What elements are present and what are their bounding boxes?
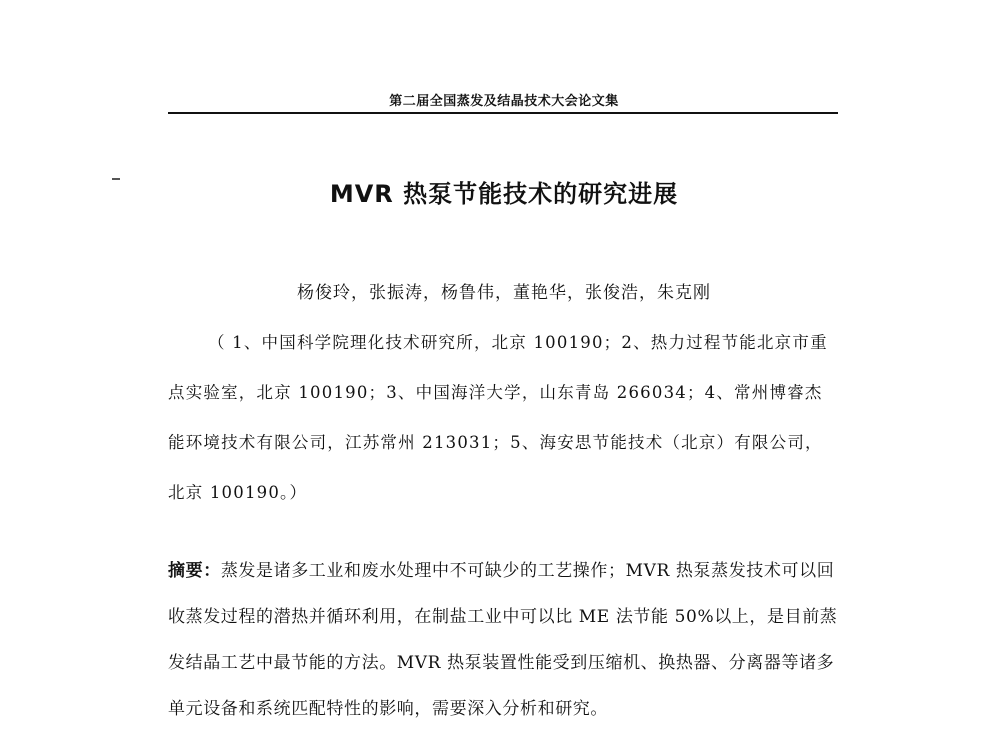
affiliations: （ 1、中国科学院理化技术研究所，北京 100190；2、热力过程节能北京市重点实验室，北京 100190；3、中国海洋大学，山东青岛 266034；4、常州博睿杰能环境技术有限公司，江苏常州 213031；5、海安思节能技术（北京）有限公司，北京 100190。）: [168, 333, 828, 502]
paper-title: MVR 热泵节能技术的研究进展: [329, 180, 679, 208]
abstract: [168, 548, 838, 732]
scan-mark: [112, 178, 120, 180]
running-header: 第二届全国蒸发及结晶技术大会论文集: [389, 94, 619, 109]
author-list: 杨俊玲，张振涛，杨鲁伟，董艳华，张俊浩，朱克刚: [297, 283, 711, 303]
abstract-label: 摘要：: [168, 561, 221, 581]
header-rule: [168, 112, 838, 114]
abstract-text: 蒸发是诸多工业和废水处理中不可缺少的工艺操作；MVR 热泵蒸发技术可以回收蒸发过程的潜热并循环利用，在制盐工业中可以比 ME 法节能 50%以上，是目前蒸发结晶工艺中最节能的方法。MVR 热泵装置性能受到压缩机、换热器、分离器等诸多单元设备和系统匹配特性的影响，需要深入分析和研究。: [168, 561, 838, 719]
